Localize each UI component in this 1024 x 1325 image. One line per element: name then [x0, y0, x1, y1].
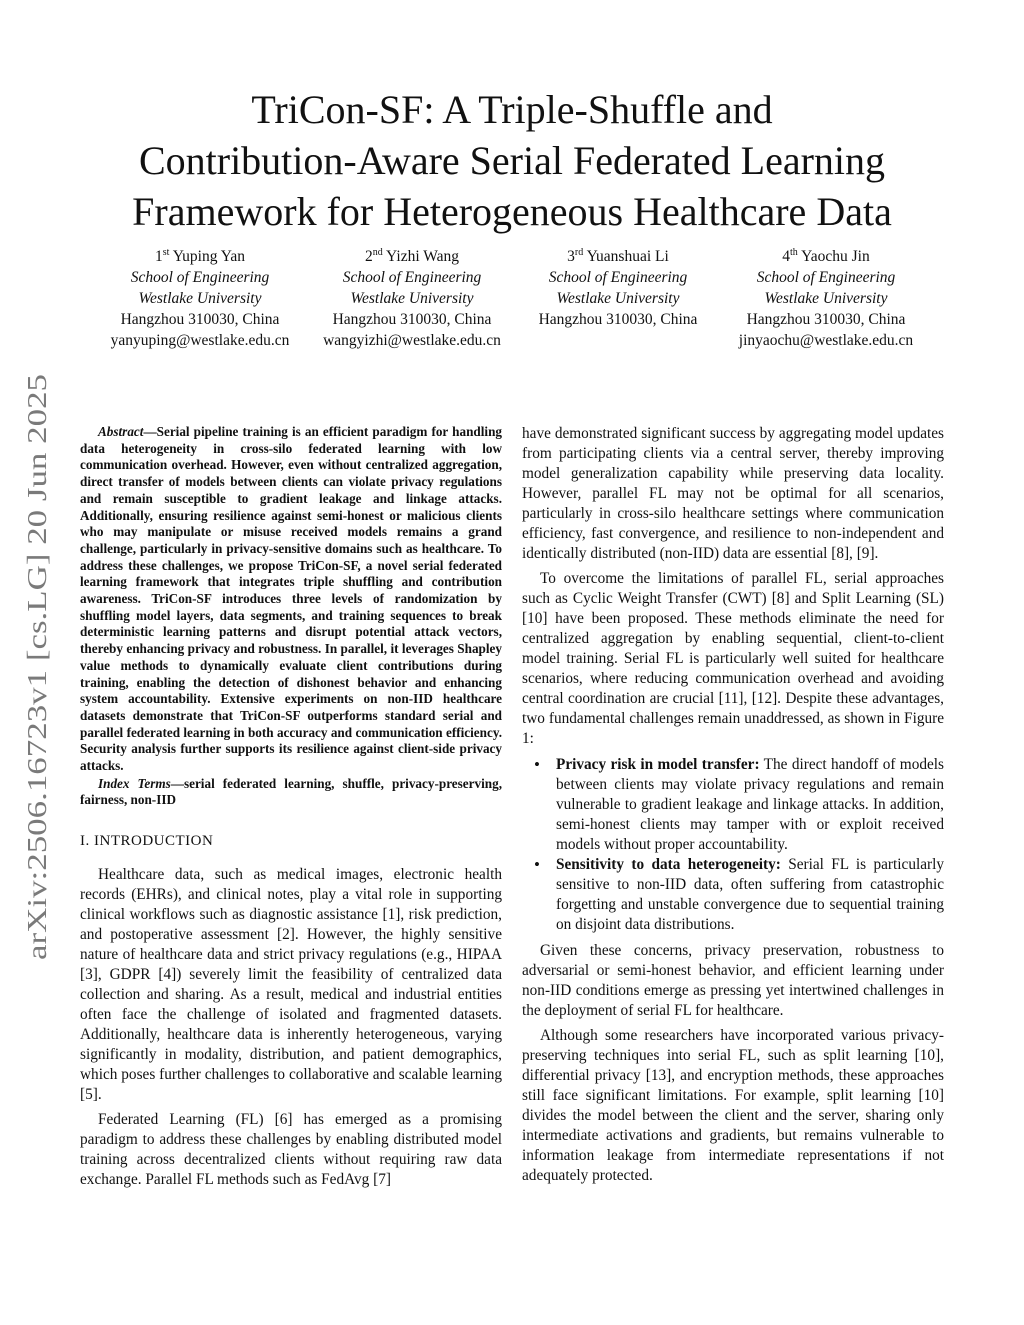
- author-department: School of Engineering: [756, 269, 896, 286]
- body-paragraph: Although some researchers have incorporated various privacy-preserving techniques into serial FL, such as split learning [10], differential privacy [13], and encryption methods, these approaches still face significant limitations. For example, split learning [10] divides the model between the client and the server, sharing only intermediate activations and gradients, but remains vulnerable to information leakage from intermediate representations if not adequately protected.: [522, 1027, 944, 1184]
- author-name: 3rd Yuanshuai Li: [567, 247, 669, 265]
- author-email: wangyizhi@westlake.edu.cn: [323, 332, 501, 349]
- abstract: [80, 424, 502, 775]
- author-email: jinyaochu@westlake.edu.cn: [738, 332, 914, 349]
- author-name: 4th Yaochu Jin: [782, 247, 870, 265]
- section-heading-introduction: I. INTRODUCTION: [80, 833, 214, 850]
- author-1: [80, 246, 320, 351]
- author-3: [498, 246, 738, 330]
- arxiv-identifier-text: arXiv:2506.16723v1 [cs.LG] 20 Jun 2025: [22, 507, 52, 960]
- author-organization: Westlake University: [764, 290, 888, 307]
- list-item: [556, 755, 944, 855]
- list-item-lead: Privacy risk in model transfer:: [556, 756, 760, 773]
- author-email: yanyuping@westlake.edu.cn: [110, 332, 290, 349]
- abstract-text: —Serial pipeline training is an efficient paradigm for handling data heterogeneity in cross-silo federated learning with low communication overhead. However, even without centralized aggregation, direct transfer of models between clients can violate privacy regulations and remain susceptible to gradient leakage and linkage attacks. Additionally, ensuring resilience against semi-honest or malicious clients who may manipulate or misuse received models remains a grand challenge, particularly in privacy-sensitive domains such as healthcare. To address these challenges, we propose TriCon-SF, a novel serial federated learning framework that integrates triple shuffling and contribution awareness. TriCon-SF introduces three levels of randomization by shuffling model layers, data segments, and training sequences to break deterministic learning patterns and disrupt potential attack vectors, thereby enhancing privacy and robustness. In parallel, it leverages Shapley value methods to dynamically evaluate client contributions during training, enabling the detection of dishonest behavior and enhancing system accountability. Extensive experiments on non-IID healthcare datasets demonstrate that TriCon-SF outperforms standard serial and parallel federated learning in both accuracy and communication efficiency. Security analysis further supports its resilience against client-side privacy attacks.: [80, 424, 502, 774]
- title-line-1: TriCon-SF: A Triple-Shuffle and: [251, 87, 773, 132]
- body-paragraph: Healthcare data, such as medical images, electronic health records (EHRs), and clinical notes, play a vital role in supporting clinical workflows such as diagnostic assistance [1], risk prediction, and postoperative assessment [2]. However, the highly sensitive nature of healthcare data and strict privacy regulations (e.g., HIPAA [3], GDPR [4]) severely limit the feasibility of centralized data collection and sharing. As a result, medical and industrial entities often face the challenge of isolated and fragmented datasets. Additionally, healthcare data is inherently heterogeneous, varying significantly in modality, distribution, and patient demographics, which poses further challenges to collaborative and scalable learning [5].: [80, 866, 502, 1104]
- author-city: Hangzhou 310030, China: [120, 311, 280, 328]
- title-line-3: Framework for Heterogeneous Healthcare Data: [132, 189, 892, 234]
- body-paragraph: Federated Learning (FL) [6] has emerged as a promising paradigm to address these challenges by enabling distributed model training across decentralized clients without requiring raw data exchange. Parallel FL methods such as FedAvg [7]: [80, 1111, 502, 1189]
- paper-title: [70, 84, 954, 237]
- body-paragraph: have demonstrated significant success by aggregating model updates from participating clients via a central server, thereby improving model generalization capability while preserving data locality. However, parallel FL may not be optimal for all scenarios, particularly in cross-silo healthcare settings where communication efficiency, fast convergence, and resilience to non-independent and identically distributed (non-IID) data are essential [8], [9].: [522, 425, 944, 562]
- author-city: Hangzhou 310030, China: [746, 311, 906, 328]
- list-item-text: The direct handoff of models between clients may violate privacy regulations and remain vulnerable to gradient leakage and linkage attacks. In addition, semi-honest clients may tamper with or exploit received models without proper accountability.: [556, 756, 944, 853]
- list-item-text: Serial FL is particularly sensitive to non-IID data, often suffering from catastrophic forgetting and unstable convergence due to sequential training on disjoint data distributions.: [556, 856, 944, 933]
- index-terms: [80, 776, 502, 809]
- author-organization: Westlake University: [556, 290, 680, 307]
- author-city: Hangzhou 310030, China: [332, 311, 492, 328]
- author-name: 2nd Yizhi Wang: [364, 247, 459, 265]
- author-city: Hangzhou 310030, China: [538, 311, 698, 328]
- list-item: [556, 855, 944, 935]
- body-paragraph: Given these concerns, privacy preservation, robustness to adversarial or semi-honest behavior, and efficient learning under non-IID conditions emerge as pressing yet intertwined challenges in the deployment of serial FL for healthcare.: [522, 942, 944, 1019]
- author-4: [706, 246, 946, 351]
- author-department: School of Engineering: [130, 269, 270, 286]
- arxiv-identifier-stamp: [12, 372, 54, 962]
- author-2: [292, 246, 532, 351]
- author-organization: Westlake University: [138, 290, 262, 307]
- author-department: School of Engineering: [548, 269, 688, 286]
- abstract-lead: Abstract: [98, 424, 144, 439]
- author-name: 1st Yuping Yan: [154, 247, 246, 265]
- left-column: [80, 424, 502, 1190]
- list-item-lead: Sensitivity to data heterogeneity:: [556, 856, 781, 873]
- author-organization: Westlake University: [350, 290, 474, 307]
- title-line-2: Contribution-Aware Serial Federated Learning: [138, 138, 886, 183]
- body-paragraph: To overcome the limitations of parallel FL, serial approaches such as Cyclic Weight Transfer (CWT) [8] and Split Learning (SL) [10] have been proposed. These methods eliminate the need for centralized aggregation by enabling sequential, client-to-client model training. Serial FL is particularly well suited for healthcare scenarios, where reducing communication overhead and avoiding central coordination are crucial [11], [12]. Despite these advantages, two fundamental challenges remain unaddressed, as shown in Figure 1:: [522, 570, 944, 747]
- right-column: [522, 424, 944, 1186]
- index-terms-text: —serial federated learning, shuffle, privacy-preserving, fairness, non-IID: [80, 775, 502, 808]
- challenge-list: [522, 755, 944, 935]
- index-terms-lead: Index Terms: [98, 775, 171, 791]
- author-block: [0, 246, 1024, 356]
- author-department: School of Engineering: [342, 269, 482, 286]
